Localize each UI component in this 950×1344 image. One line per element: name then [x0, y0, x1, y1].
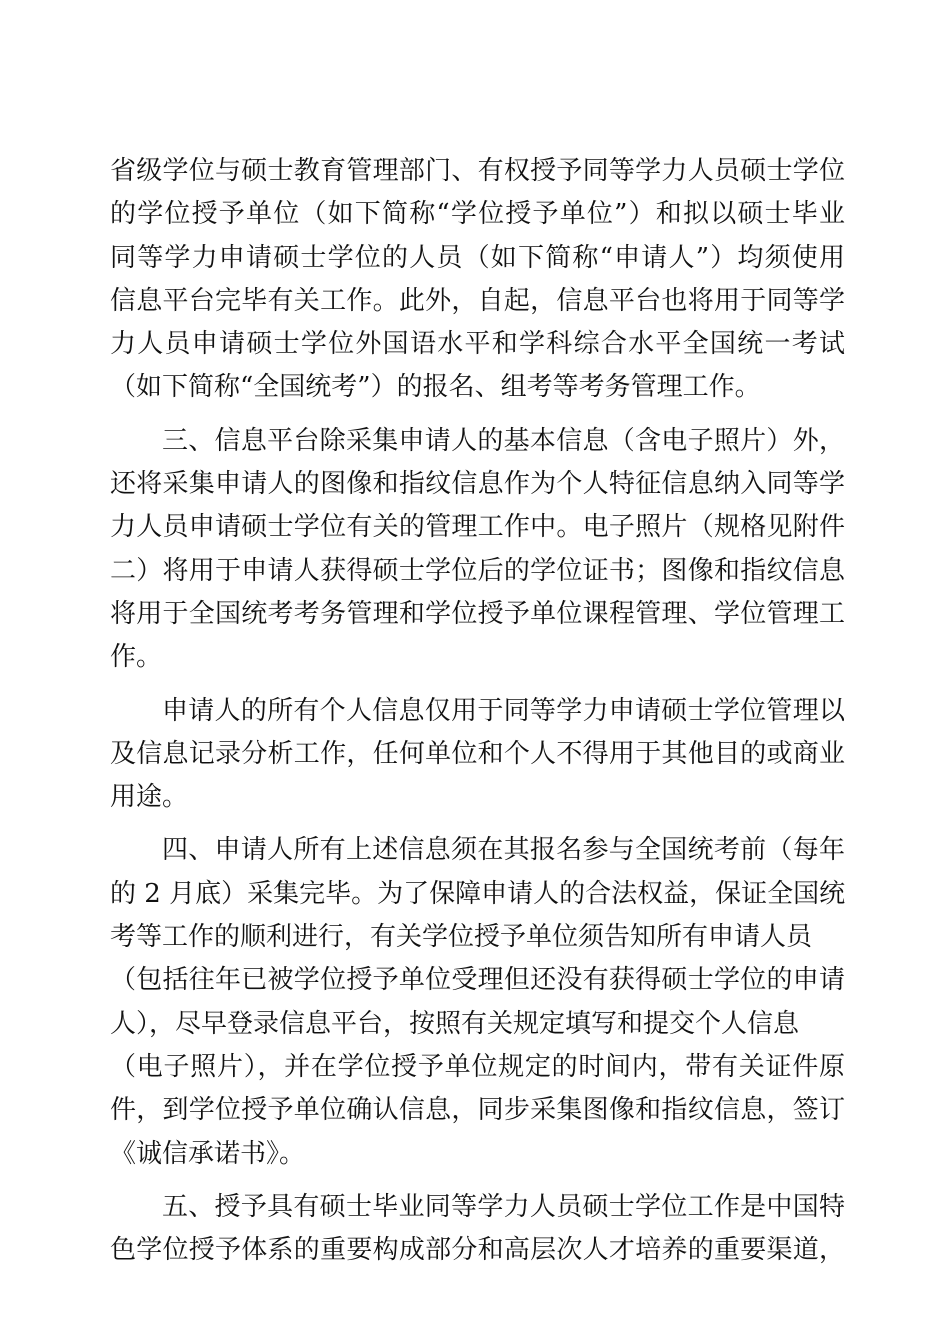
text-line: 三、信息平台除采集申请人的基本信息（含电子照片）外， [162, 425, 845, 456]
text-line: 二）将用于申请人获得硕士学位后的学位证书；图像和指纹信息 [110, 555, 845, 586]
document-body [110, 150, 845, 1272]
text-line: 四、申请人所有上述信息须在其报名参与全国统考前（每年 [162, 835, 845, 866]
paragraph-gap [110, 1176, 845, 1186]
text-line: 的学位授予单位（如下简称“学位授予单位”）和拟以硕士毕业 [110, 199, 845, 230]
text-line: 同等学力申请硕士学位的人员（如下简称“申请人”）均须使用 [110, 242, 845, 273]
text-line: 信息平台完毕有关工作。此外，自起，信息平台也将用于同等学 [110, 285, 845, 316]
text-line: 省级学位与硕士教育管理部门、有权授予同等学力人员硕士学位 [110, 156, 845, 186]
paragraph-gap [110, 410, 845, 420]
text-line: （如下简称“全国统考”）的报名、组考等考务管理工作。 [110, 372, 761, 403]
text-line: 人），尽早登录信息平台，按照有关规定填写和提交个人信息 [110, 1008, 800, 1039]
text-line: （电子照片），并在学位授予单位规定的时间内，带有关证件原 [110, 1051, 845, 1082]
text-line: 申请人的所有个人信息仅用于同等学力申请硕士学位管理以 [162, 695, 845, 726]
text-line: 力人员申请硕士学位有关的管理工作中。电子照片（规格见附件 [110, 512, 845, 543]
text-line: 将用于全国统考考务管理和学位授予单位课程管理、学位管理工 [110, 598, 845, 629]
text-line: 的 2 月底）采集完毕。为了保障申请人的合法权益，保证全国统 [110, 878, 845, 909]
text-line: 力人员申请硕士学位外国语水平和学科综合水平全国统一考试 [110, 329, 845, 360]
text-line: 色学位授予体系的重要构成部分和高层次人才培养的重要渠道， [110, 1235, 845, 1266]
text-line: 《诚信承诺书》。 [110, 1138, 306, 1169]
text-line: 五、授予具有硕士毕业同等学力人员硕士学位工作是中国特 [162, 1191, 845, 1222]
text-line: 及信息记录分析工作，任何单位和个人不得用于其他目的或商业 [110, 738, 845, 769]
text-line: （包括往年已被学位授予单位受理但还没有获得硕士学位的申请 [110, 965, 845, 996]
text-line: 考等工作的顺利进行，有关学位授予单位须告知所有申请人员 [110, 922, 813, 953]
text-line: 作。 [110, 642, 163, 673]
text-line: 件，到学位授予单位确认信息，同步采集图像和指纹信息，签订 [110, 1095, 845, 1126]
paragraph-gap [110, 819, 845, 829]
text-line: 还将采集申请人的图像和指纹信息作为个人特征信息纳入同等学 [110, 469, 845, 500]
text-line: 用途。 [110, 782, 189, 813]
paragraph-gap [110, 680, 845, 690]
